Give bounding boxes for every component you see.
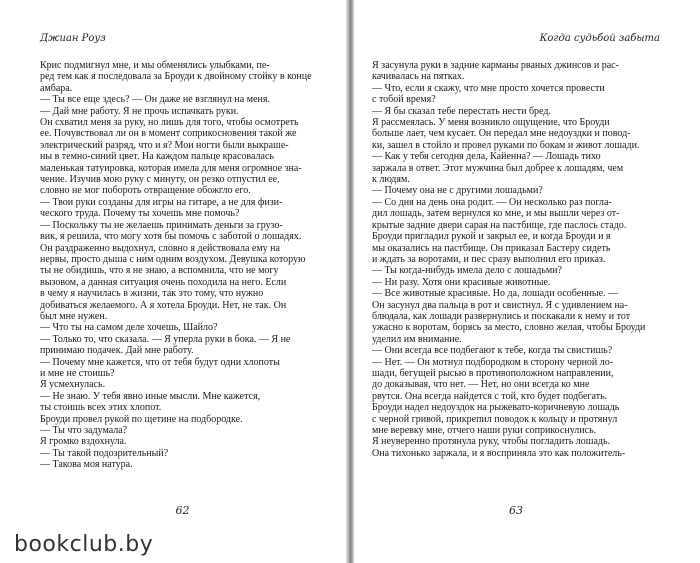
- text-line: с тобой время?: [372, 94, 436, 106]
- text-line: уделил им внимание.: [372, 333, 462, 345]
- text-line: амбара.: [40, 82, 73, 94]
- text-line: Она тихонько заржала, и я восприняла это как положитель-: [372, 447, 626, 459]
- text-line: Я громко вздохнула.: [40, 436, 127, 448]
- text-line: вик, я решила, что могу хотя бы помочь с заботой о лошадях.: [40, 231, 302, 243]
- text-line: — Что ты на самом деле хочешь, Шайло?: [40, 322, 218, 334]
- text-line: до доказывая, что нет. — Нет, но они всегда ко мне: [372, 379, 590, 391]
- text-line: качивалась на пятках.: [372, 71, 465, 83]
- text-line: в чему я научилась в жизни, так это тому, что нужно: [40, 288, 264, 300]
- text-line: вызовом, а данная ситуация очень походила на него. Если: [40, 276, 287, 288]
- text-line: ред тем как я последовала за Броуди к двойному стойку в конце: [40, 71, 312, 83]
- text-line: — Со дня на день она родит. — Он несколько раз погла-: [372, 196, 612, 208]
- text-line: — Все животные красивые. Но да, лошади особенные. —: [372, 288, 619, 300]
- text-line: мы оказались на пастбище. Он приказал Бастеру сидеть: [372, 242, 611, 254]
- text-line: мне веревку мне, отчего наши руки соприкоснулись.: [372, 425, 597, 436]
- text-line: — Твои руки созданы для игры на гитаре, а не для физи-: [40, 196, 283, 208]
- text-line: Я неуверенно протянула руку, чтобы погладить лошадь.: [372, 436, 611, 448]
- text-line: — Поскольку ты не желаешь принимать деньги за грузо-: [40, 219, 283, 231]
- text-line: Броуди надел недоуздок на рыжевато-коричневую лошадь: [372, 402, 620, 414]
- right-page-text: [372, 60, 660, 459]
- text-line: — Я бы сказал тебе перестать нести бред.: [372, 105, 551, 117]
- text-line: был мне нужен.: [40, 310, 108, 322]
- text-line: и мне не стоишь?: [40, 367, 115, 379]
- text-line: — Только то, что сказала. — Я уперла руки в бока. — Я не: [40, 333, 291, 345]
- text-line: словно не мог побороть отвращение обожгло его.: [40, 185, 251, 197]
- book-gutter: [346, 0, 354, 563]
- text-line: — Ты что задумала?: [40, 425, 128, 436]
- text-line: рвутся. Она всегда найдется с той, кто будет подбегать.: [372, 390, 608, 402]
- text-line: Я рассмеялась. У меня возникло ощущение, что Броуди: [372, 117, 610, 129]
- left-page: [40, 30, 325, 563]
- text-line: — Дай мне работу. Я не прочь испачкать руки.: [40, 105, 239, 117]
- page-number-right: 63: [509, 504, 523, 517]
- text-line: Броуди пригладил рукой и закрыл ее, и когда Броуди и я: [372, 231, 611, 243]
- text-line: ее. Почувствовал ли он в момент соприкосновения такой же: [40, 128, 297, 140]
- text-line: Броуди провел рукой по щетине на подбородке.: [40, 413, 243, 425]
- text-line: чение. Изучив мою руку с минуту, он резко отпустил ее,: [40, 174, 280, 186]
- text-line: — Ты такой подозрительный?: [40, 447, 169, 459]
- text-line: маленькая татуировка, которая имела для меня огромное зна-: [40, 162, 302, 174]
- text-line: — Они всегда все подбегают к тебе, когда ты свистишь?: [372, 345, 613, 357]
- text-line: добиваться желаемого. А я хотела Броуди. Нет, не так. Он: [40, 299, 287, 311]
- text-line: — Почему мне кажется, что от тебя будут одни хлопоты: [40, 356, 280, 368]
- text-line: нервы, просто дыша с ним одним воздухом. Девушка которую: [40, 253, 306, 265]
- text-line: шади, бегущей рысью в противоположном направлении,: [372, 367, 614, 379]
- text-line: Я усмехнулась.: [40, 379, 106, 391]
- text-line: ны в темно-синий цвет. На каждом пальце красовалась: [40, 151, 274, 163]
- text-line: электрический разряд, что и я? Мои ногти были выкраше-: [40, 139, 289, 151]
- text-line: ты не обидишь, что я не знаю, а вспомнила, что не могу: [40, 265, 279, 277]
- text-line: Я засунула руки в задние карманы рваных джинсов и рас-: [372, 60, 619, 71]
- text-line: дил лошадь, затем вернулся ко мне, и мы вышли через от-: [372, 208, 620, 220]
- text-line: — Ни разу. Хотя они красивые животные.: [372, 276, 551, 288]
- left-page-text: [40, 60, 325, 471]
- running-head-left: Джиан Роуз: [40, 33, 106, 44]
- text-line: — Не знаю. У тебя явно иные мысли. Мне кажется,: [40, 390, 261, 402]
- text-line: к людям.: [372, 174, 410, 186]
- right-page: [372, 30, 660, 563]
- text-line: ки, зашел в стойло и провел руками по бокам и живот лошади.: [372, 139, 640, 151]
- text-line: — Ты все еще здесь? — Он даже не взглянул на меня.: [40, 94, 270, 106]
- text-line: — Нет. — Он мотнул подбородком в сторону черной ло-: [372, 356, 614, 368]
- text-line: Он раздраженно выдохнул, словно я действовала ему на: [40, 242, 280, 254]
- text-line: заржала в ответ. Этот мужчина был добрее к лошадям, чем: [372, 162, 624, 174]
- text-line: — Почему она не с другими лошадьми?: [372, 185, 543, 197]
- running-head-right: Когда судьбой забыта: [539, 33, 660, 44]
- text-line: блюдала, как лошади развернулись и поскакали к нему и тот: [372, 310, 631, 322]
- page-number-left: 62: [175, 504, 190, 517]
- text-line: — Такова моя натура.: [40, 459, 133, 471]
- text-line: принимаю подачек. Дай мне работу.: [40, 345, 194, 357]
- text-line: и ждать за воротами, и пес сразу выполнил его приказ.: [372, 253, 606, 265]
- text-line: ты стоишь всех этих хлопот.: [40, 402, 162, 414]
- text-line: с черной гривой, прикрепил поводок к кольцу и протянул: [372, 413, 618, 425]
- text-line: Он засунул два пальца в рот и свистнул. Я с удивлением на-: [372, 299, 628, 311]
- text-line: Крис подмигнул мне, и мы обменялись улыбками, пе-: [40, 60, 270, 71]
- watermark: bookclub.by: [8, 530, 159, 560]
- text-line: крытые задние двери сарая на пастбище, где паслось стадо.: [372, 219, 627, 231]
- text-line: ужасно к воротам, борясь за место, словно желая, чтобы Броуди: [372, 322, 646, 334]
- text-line: Он схватил меня за руку, но лишь для того, чтобы осмотреть: [40, 117, 299, 129]
- text-line: ческого труда. Почему ты хочешь мне помочь?: [40, 208, 240, 220]
- text-line: — Ты когда-нибудь имела дело с лошадьми?: [372, 265, 562, 277]
- text-line: — Как у тебя сегодня дела, Кайенна? — Лошадь тихо: [372, 151, 601, 163]
- text-line: больше лает, чем кусает. Он передал мне недоуздки и повод-: [372, 128, 631, 140]
- text-line: — Что, если я скажу, что мне просто хочется провести: [372, 82, 605, 94]
